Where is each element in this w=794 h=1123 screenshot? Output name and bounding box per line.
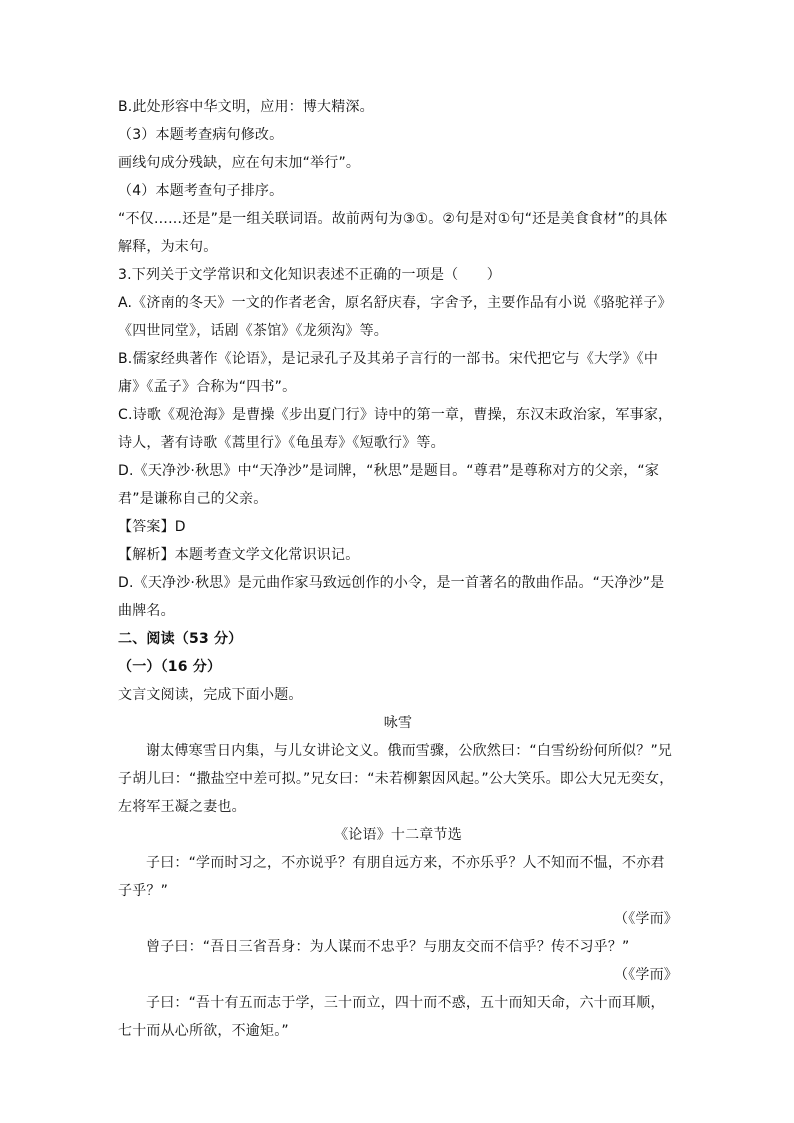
passage-lunyu-3: 子曰：“吾十有五而志于学，三十而立，四十而不惑，五十而知天命，六十而耳顺，七十而从心所欲，不逾矩。” [118, 995, 665, 1039]
paragraph-option-b-explanation: B.此处形容中华文明，应用：博大精深。 [118, 99, 374, 115]
option-d: D.《天净沙·秋思》中“天净沙”是词牌，“秋思”是题目。“尊君”是尊称对方的父亲，“家君”是谦称自己的父亲。 [118, 463, 660, 507]
subsection-heading: （一）（16 分） [118, 659, 222, 675]
instruction-line: 文言文阅读，完成下面小题。 [118, 687, 303, 703]
paragraph-question3-answer: 画线句成分残缺，应在句末加“举行”。 [118, 155, 361, 171]
paragraph-question3-topic: （3）本题考查病句修改。 [118, 127, 284, 143]
source-xueer-2: （《学而》 [614, 967, 678, 983]
document-page [118, 93, 678, 1045]
option-c: C.诗歌《观沧海》是曹操《步出夏门行》诗中的第一章，曹操，东汉末政治家，军事家，诗人，著有诗歌《蒿里行》《龟虽寿》《短歌行》等。 [118, 407, 673, 451]
paragraph-question4-answer: “不仅……还是”是一组关联词语。故前两句为③①。②句是对①句“还是美食食材”的具体解释，为末句。 [118, 211, 668, 255]
passage-lunyu-1: 子曰：“学而时习之，不亦说乎？有朋自远方来，不亦乐乎？人不知而不愠，不亦君子乎？” [118, 855, 665, 899]
question3-stem: 3.下列关于文学常识和文化知识表述不正确的一项是（ ） [118, 267, 501, 283]
title-lunyu: 《论语》十二章节选 [334, 827, 462, 843]
option-a: A.《济南的冬天》一文的作者老舍，原名舒庆春，字舍予，主要作品有小说《骆驼祥子》《四世同堂》，话剧《茶馆》《龙须沟》等。 [118, 295, 672, 339]
passage-yongxue: 谢太傅寒雪日内集，与儿女讲论文义。俄而雪骤，公欣然曰：“白雪纷纷何所似？”兄子胡儿曰：“撒盐空中差可拟。”兄女曰：“未若柳絮因风起。”公大笑乐。即公大兄无奕女，左将军王凝之妻也。 [118, 743, 674, 815]
option-b: B.儒家经典著作《论语》，是记录孔子及其弟子言行的一部书。宋代把它与《大学》《中庸》《孟子》合称为“四书”。 [118, 351, 659, 395]
source-xueer-1: （《学而》 [614, 911, 678, 927]
answer-line: 【答案】D [118, 519, 186, 535]
section-heading-reading: 二、阅读（53 分） [118, 631, 243, 647]
analysis-option-d: D.《天净沙·秋思》是元曲作家马致远创作的小令，是一首著名的散曲作品。“天净沙”是曲牌名。 [118, 575, 665, 619]
title-yongxue: 咏雪 [383, 715, 413, 731]
paragraph-question4-topic: （4）本题考查句子排序。 [118, 183, 284, 199]
passage-lunyu-2: 曾子曰：“吾日三省吾身：为人谋而不忠乎？与朋友交而不信乎？传不习乎？” [146, 939, 630, 955]
analysis-line: 【解析】本题考查文学文化常识识记。 [118, 547, 360, 563]
